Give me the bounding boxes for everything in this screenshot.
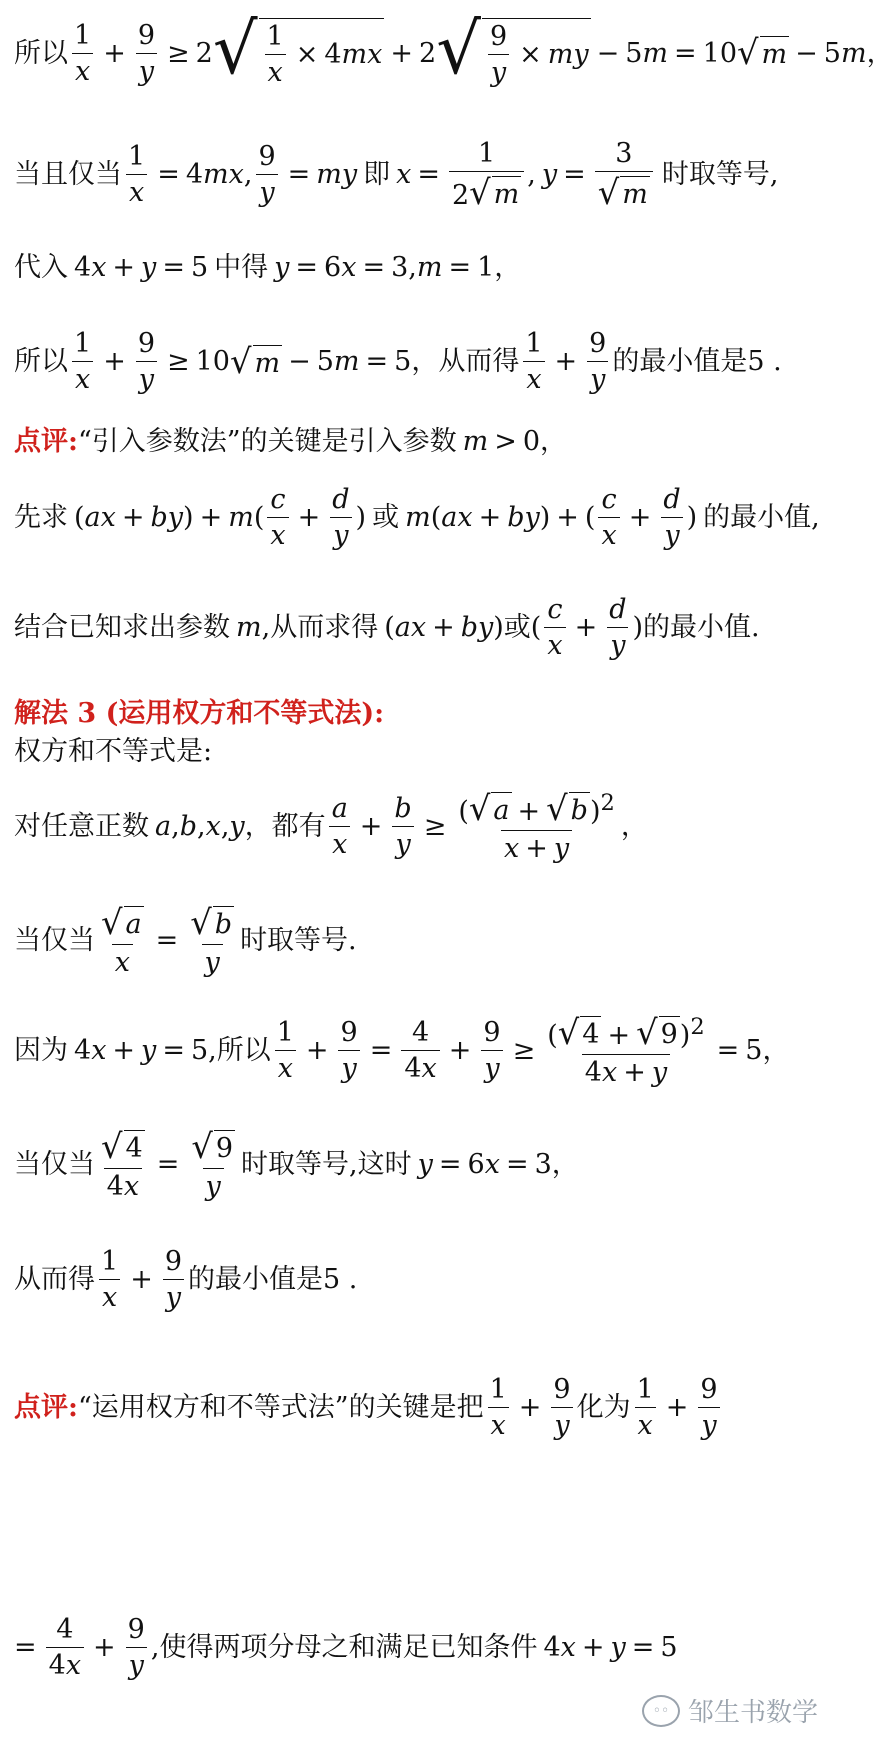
text: 或	[372, 502, 400, 533]
text: 对任意正数	[14, 811, 149, 843]
line-2: 当且仅当 $\frac{1}{x}$ = 4 mx , $\frac{9}{y}$ = my 即 x = 1 2 √ m , y = 3 √ m 时取等号,	[14, 138, 779, 212]
text: 时取等号,	[661, 159, 779, 191]
text: 所以	[14, 346, 68, 377]
text: 中得	[214, 252, 269, 283]
text: 结合已知求出参数	[14, 612, 230, 643]
comment-label: 点评:	[14, 1392, 78, 1423]
text: 先求	[14, 502, 68, 533]
text: 从而得	[14, 1264, 95, 1295]
text: 当仅当	[14, 925, 95, 957]
fraction: $\frac{1}{x}$	[71, 22, 94, 85]
text: 的最小值是	[188, 1264, 323, 1295]
text: ，	[494, 252, 522, 283]
text: ，	[762, 1035, 790, 1067]
text: ，从而得	[411, 346, 520, 377]
line-11: 当仅当 √ a x = √ b y 时取等号.	[14, 903, 357, 978]
line-16: = $\frac{4}{4x}$ + $\frac{9}{y}$ ,使得两项分母之和满足已知条件 4 x + y = 5	[14, 1614, 678, 1681]
line-9	[14, 738, 824, 765]
text: “运用权方和不等式法”的关键是把	[77, 1392, 484, 1423]
line-1: 所以 $\frac{1}{x}$ + $\frac{9}{y}$ ≥ 2 √ $\frac{1}{x}$ × 4 mx + 2 √ $\frac{9}{y}$ × my − 5 m = 10 √ m − 5 m ，	[14, 8, 894, 90]
line-14: 从而得 $\frac{1}{x}$ + $\frac{9}{y}$ 的最小值是 5 .	[14, 1246, 358, 1313]
text: ，	[551, 1149, 579, 1181]
text: ，	[620, 811, 648, 843]
line-5: 点评: “引入参数法”的关键是引入参数 m > 0 ，	[14, 426, 567, 457]
text: 的最小值是	[612, 346, 748, 377]
text: 因为	[14, 1035, 68, 1067]
text: ,从而求得	[261, 612, 379, 643]
text: 化为	[576, 1392, 631, 1423]
line-3: 代入 4 x + y = 5 中得 y = 6 x = 3, m = 1 ，	[14, 252, 522, 283]
watermark-text: 邹生书数学	[687, 1698, 818, 1728]
text: 代入	[14, 252, 68, 283]
watermark	[642, 1692, 818, 1729]
text: 时取等号,这时	[241, 1149, 412, 1181]
line-7: 结合已知求出参数 m ,从而求得 ( ax + by ) 或 ( $\frac{c}{x}$ + $\frac{d}{y}$ ) 的最小值.	[14, 594, 760, 661]
text: 所以	[14, 37, 68, 69]
text: 权方和不等式是:	[14, 736, 213, 767]
sqrt: √ $\frac{1}{x}$ × 4 mx	[212, 8, 383, 90]
text: 的最小值,	[703, 502, 820, 533]
text: ，都有	[244, 811, 326, 843]
sqrt: √ $\frac{9}{y}$ × my	[436, 8, 589, 90]
line-4: 所以 $\frac{1}{x}$ + $\frac{9}{y}$ ≥ 10 √ m − 5 m = 5 ，从而得 $\frac{1}{x}$ + $\frac{9}{y}$ 的最小值是 5 .	[14, 328, 782, 395]
line-10: 对任意正数 a , b , x , y ，都有 $\frac{a}{x}$ + $\frac{b}{y}$ ≥ ( √ a + √ b )$^2$ x + y ，	[14, 789, 648, 864]
line-13: 当仅当 √ 4 4x = √ 9 y 时取等号,这时 y = 6 x = 3 ，	[14, 1127, 579, 1202]
text: “引入参数法”的关键是引入参数	[77, 426, 457, 457]
text: 即	[363, 159, 391, 191]
line-12: 因为 4 x + y = 5 ,所以 $\frac{1}{x}$ + $\frac{9}{y}$ = $\frac{4}{4x}$ + $\frac{9}{y}$ ≥ ( √ 4 + √ 9 )$^2$ 4x + y = 5 ，	[14, 1013, 790, 1088]
text: ,使得两项分母之和满足已知条件	[150, 1632, 538, 1663]
text: 当仅当	[14, 1149, 95, 1181]
text: 的最小值.	[643, 612, 760, 643]
text: ，	[866, 37, 894, 69]
comment-label: 点评:	[14, 426, 78, 457]
text: 时取等号.	[240, 925, 357, 957]
line-15: 点评: “运用权方和不等式法”的关键是把 $\frac{1}{x}$ + $\frac{9}{y}$ 化为 $\frac{1}{x}$ + $\frac{9}{y}$	[14, 1376, 824, 1439]
text: 当且仅当	[14, 159, 122, 191]
wechat-icon: ◦◦	[642, 1695, 680, 1727]
method-heading: 解法 3 (运用权方和不等式法):	[14, 698, 385, 729]
text: ，	[540, 426, 567, 457]
line-6: 先求 ( ax + by ) + m ( $\frac{c}{x}$ + $\frac{d}{y}$ ) 或 m ( ax + by ) + ( $\frac{c}{x}$ + $\frac{d}{y}$ ) 的最小值,	[14, 484, 820, 551]
line-8	[14, 700, 824, 727]
text: ,所以	[208, 1035, 271, 1067]
text: 或	[503, 612, 531, 643]
fraction: $\frac{9}{y}$	[135, 22, 158, 85]
